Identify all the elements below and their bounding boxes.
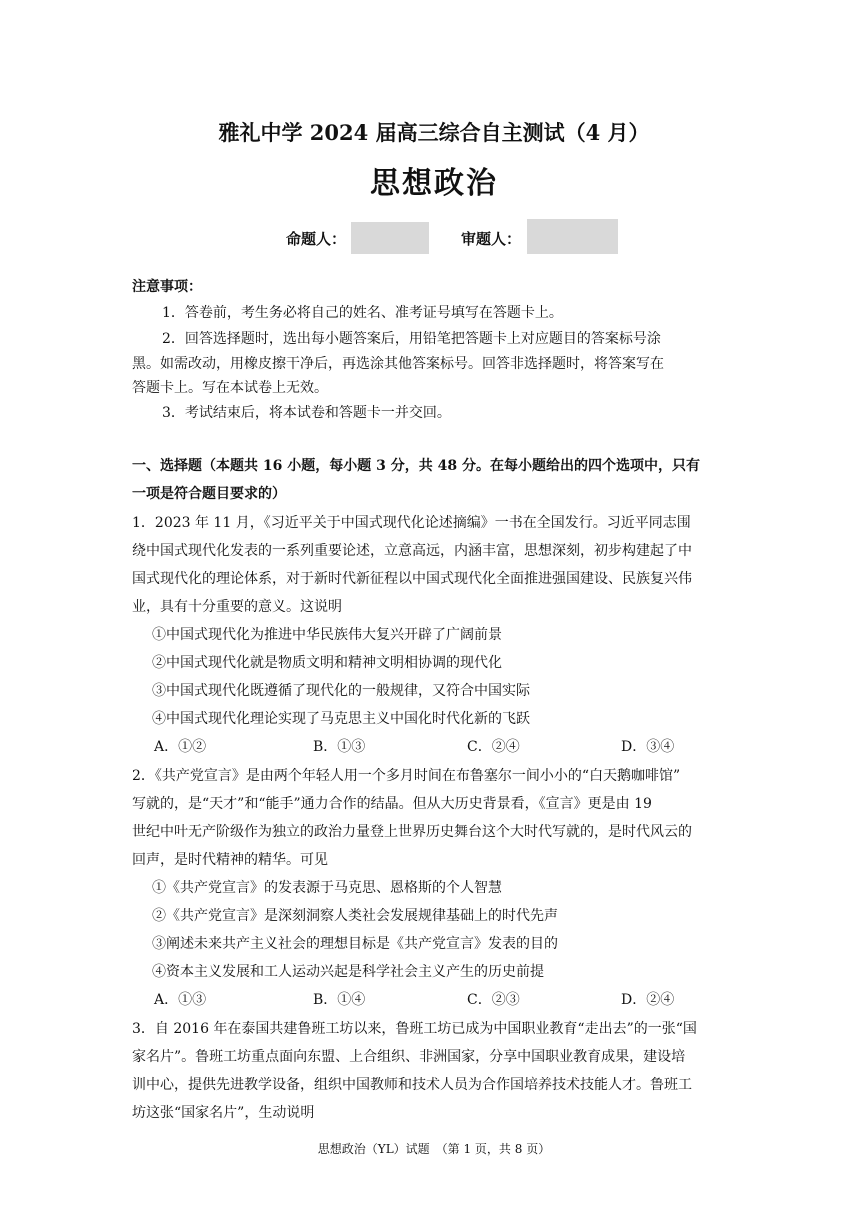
q2-stem-line: 回声，是时代精神的精华。可见 [132,852,328,868]
q1-option-c: C．②④ [467,739,520,755]
q1-stem-line: 国式现代化的理论体系，对于新时代新征程以中国式现代化全面推进强国建设、民族复兴伟 [132,571,692,587]
reviewer-label: 审题人： [461,230,522,248]
q2-stem-line: 写就的，是“天才”和“能手”通力合作的结晶。但从大历史背景看，《宣言》更是由 19 [132,796,652,812]
notice-line: 3．考试结束后，将本试卷和答题卡一并交回。 [162,405,451,421]
section-heading: 一、选择题（本题共 16 小题，每小题 3 分，共 48 分。在每小题给出的四个选项中，只有 [132,458,700,474]
page-footer: 思想政治（YL）试题 （第 1 页，共 8 页） [317,1142,551,1156]
q2-stem-line: 2．《共产党宣言》是由两个年轻人用一个多月时间在布鲁塞尔一间小小的“白天鹅咖啡馆” [132,768,681,784]
q1-item: ④中国式现代化理论实现了马克思主义中国化时代化新的飞跃 [152,711,530,727]
section-heading: 一项是符合题目要求的） [132,486,286,502]
notice-line: 2．回答选择题时，选出每小题答案后，用铅笔把答题卡上对应题目的答案标号涂 [162,331,661,347]
q1-option-d: D．③④ [621,739,675,755]
q3-stem-line: 训中心，提供先进教学设备，组织中国教师和技术人员为合作国培养技术技能人才。鲁班工 [132,1077,692,1093]
q1-item: ①中国式现代化为推进中华民族伟大复兴开辟了广阔前景 [152,627,502,643]
author-label: 命题人： [286,230,347,248]
q1-stem-line: 绕中国式现代化发表的一系列重要论述，立意高远，内涵丰富，思想深刻，初步构建起了中 [132,543,692,559]
q3-stem-line: 家名片”。鲁班工坊重点面向东盟、上合组织、非洲国家，分享中国职业教育成果，建设培 [132,1049,686,1065]
q2-option-a: A．①③ [154,992,207,1008]
notice-heading: 注意事项： [132,279,202,295]
q1-item: ③中国式现代化既遵循了现代化的一般规律，又符合中国实际 [152,683,530,699]
subject-title: 思想政治 [370,166,498,201]
notice-line: 1．答卷前，考生务必将自己的姓名、准考证号填写在答题卡上。 [162,305,563,321]
notice-line: 黑。如需改动，用橡皮擦干净后，再选涂其他答案标号。回答非选择题时，将答案写在 [132,356,664,372]
reviewer-redaction-box [527,219,618,254]
q2-item: ①《共产党宣言》的发表源于马克思、恩格斯的个人智慧 [152,880,502,896]
q1-option-b: B．①③ [313,739,366,755]
q2-item: ④资本主义发展和工人运动兴起是科学社会主义产生的历史前提 [152,964,544,980]
author-redaction-box [351,222,429,254]
q2-item: ②《共产党宣言》是深刻洞察人类社会发展规律基础上的时代先声 [152,908,558,924]
q1-stem-line: 1．2023 年 11 月，《习近平关于中国式现代化论述摘编》一书在全国发行。习近平同志围 [132,515,691,531]
q2-option-c: C．②③ [467,992,520,1008]
q2-option-d: D．②④ [621,992,675,1008]
exam-title: 雅礼中学 2024 届高三综合自主测试（4 月） [218,120,650,145]
q2-option-b: B．①④ [313,992,366,1008]
q3-stem-line: 坊这张“国家名片”，生动说明 [132,1105,315,1121]
q1-option-a: A．①② [154,739,207,755]
q1-stem-line: 业，具有十分重要的意义。这说明 [132,599,342,615]
notice-line: 答题卡上。写在本试卷上无效。 [132,380,328,396]
q2-stem-line: 世纪中叶无产阶级作为独立的政治力量登上世界历史舞台这个大时代写就的，是时代风云的 [132,824,692,840]
q1-item: ②中国式现代化就是物质文明和精神文明相协调的现代化 [152,655,502,671]
q3-stem-line: 3．自 2016 年在泰国共建鲁班工坊以来，鲁班工坊已成为中国职业教育“走出去”的一张“国 [132,1021,697,1037]
q2-item: ③阐述未来共产主义社会的理想目标是《共产党宣言》发表的目的 [152,936,558,952]
author-row [0,222,868,254]
